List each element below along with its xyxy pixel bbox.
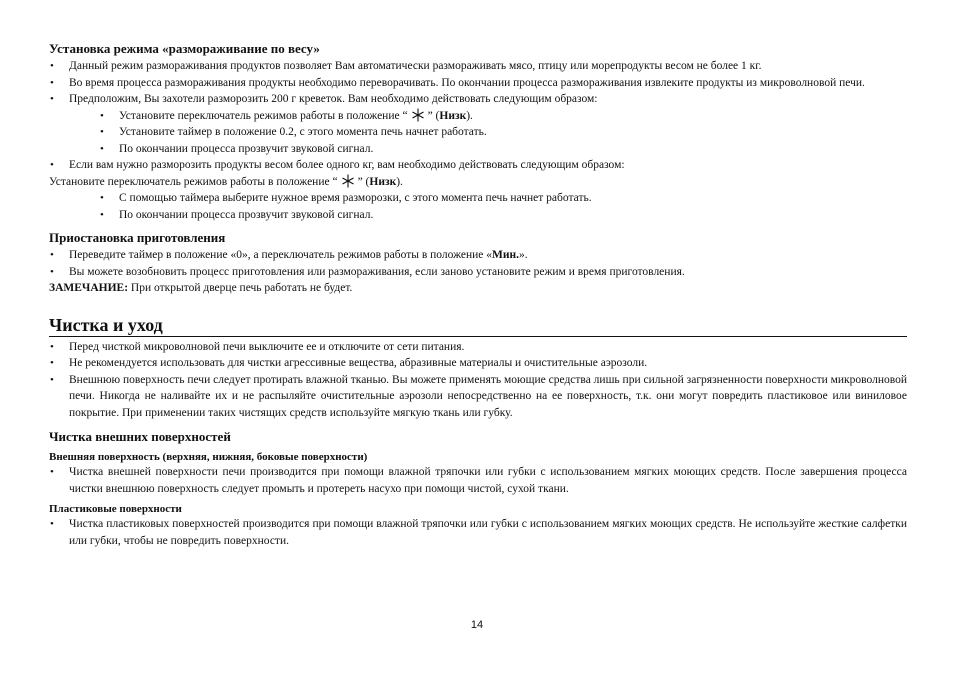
plastic-list	[49, 516, 907, 549]
list-item: • По окончании процесса прозвучит звуковой сигнал.	[49, 141, 907, 158]
care-list	[49, 339, 907, 422]
defrost-paragraph: Установите переключатель режимов работы в положение “ ” (Низк).	[49, 175, 403, 188]
defrost-steps-2	[49, 190, 907, 223]
list-item: • Перед чисткой микроволновой печи выключите ее и отключите от сети питания.	[49, 339, 907, 356]
page-number: 14	[470, 619, 484, 631]
list-item: • Во время процесса размораживания продукты необходимо переворачивать. По окончании процесса размораживания извлеките продукты из микроволновой печи.	[49, 75, 907, 92]
list-item: • По окончании процесса прозвучит звуковой сигнал.	[49, 207, 907, 224]
list-item: • Внешнюю поверхность печи следует протирать влажной тканью. Вы можете применять моющие средства лишь при сильной загрязненности поверхности микроволновой печи. Никогда не наливайте их и не распыляйте очистительные аэрозоли непосредственно на ее поверхность, т.к. они могут повредить пластиковое или виниловое покрытие. При применении таких чистящих средств используйте мягкую ткань или губку.	[49, 372, 907, 422]
pause-note: ЗАМЕЧАНИЕ: При открытой дверце печь работать не будет.	[49, 282, 353, 294]
list-item: • Переведите таймер в положение «0», а переключатель режимов работы в положение «Мин.».	[49, 247, 907, 264]
list-item: • Если вам нужно разморозить продукты весом более одного кг, вам необходимо действовать следующим образом:	[49, 157, 907, 174]
pause-list	[49, 247, 907, 280]
plastic-subheading: Пластиковые поверхности	[49, 503, 182, 515]
pause-heading: Приостановка приготовления	[49, 230, 226, 245]
snowflake-icon	[341, 174, 355, 188]
defrost-heading: Установка режима «размораживание по весу»	[49, 41, 320, 56]
defrost-list-2	[49, 157, 907, 174]
list-item: • С помощью таймера выберите нужное время разморозки, с этого момента печь начнет работать.	[49, 190, 907, 207]
snowflake-icon	[411, 108, 425, 122]
exterior-list	[49, 464, 907, 497]
defrost-list	[49, 58, 907, 108]
care-heading: Чистка и уход	[49, 314, 907, 337]
list-item: • Чистка внешней поверхности печи производится при помощи влажной тряпочки или губки с использованием мягких моющих средств. После завершения процесса чистки внешнюю поверхность следует промыть и протереть насухо при помощи чистой, сухой ткани.	[49, 464, 907, 497]
list-item: • Установите переключатель режимов работы в положение “ ” (Низк).	[49, 108, 907, 125]
list-item: • Установите таймер в положение 0.2, с этого момента печь начнет работать.	[49, 124, 907, 141]
defrost-steps	[49, 108, 907, 158]
list-item: • Чистка пластиковых поверхностей производится при помощи влажной тряпочки или губки с использованием мягких моющих средств. Не используйте жесткие салфетки или губки, чтобы не повредить поверхности.	[49, 516, 907, 549]
exterior-subheading: Внешняя поверхность (верхняя, нижняя, боковые поверхности)	[49, 451, 368, 463]
list-item: • Предположим, Вы захотели разморозить 200 г креветок. Вам необходимо действовать следующим образом:	[49, 91, 907, 108]
list-item: • Вы можете возобновить процесс приготовления или размораживания, если заново установите режим и время приготовления.	[49, 264, 907, 281]
list-item: • Не рекомендуется использовать для чистки агрессивные вещества, абразивные материалы и очистительные аэрозоли.	[49, 355, 907, 372]
list-item: • Данный режим размораживания продуктов позволяет Вам автоматически размораживать мясо, птицу или морепродукты весом не более 1 кг.	[49, 58, 907, 75]
document-page	[49, 40, 907, 549]
exterior-heading: Чистка внешних поверхностей	[49, 429, 231, 444]
